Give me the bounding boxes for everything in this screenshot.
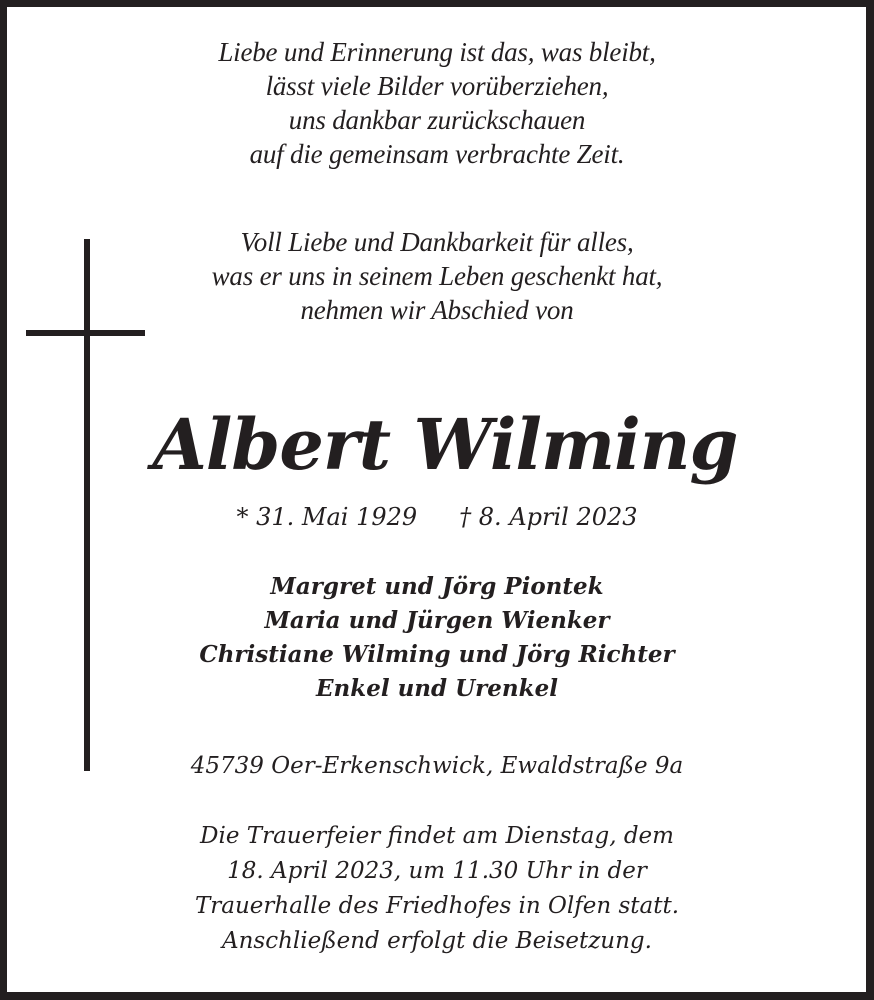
cross-icon-horizontal <box>26 330 145 336</box>
ceremony-line: 18. April 2023, um 11.30 Uhr in der <box>227 858 647 884</box>
verse-line: was er uns in seinem Leben geschenkt hat, <box>211 261 663 291</box>
mourner: Maria und Jürgen Wienker <box>264 607 610 634</box>
birth-date: * 31. Mai 1929 <box>236 503 418 531</box>
deceased-name: Albert Wilming <box>152 403 738 486</box>
ceremony-line: Trauerhalle des Friedhofes in Olfen statt. <box>194 893 680 919</box>
verse-line: nehmen wir Abschied von <box>300 295 574 325</box>
verse-line: auf die gemeinsam verbrachte Zeit. <box>249 139 625 169</box>
verse-line: uns dankbar zurückschauen <box>288 105 586 135</box>
farewell-verse <box>0 225 874 327</box>
verse-line: lässt viele Bilder vorüberziehen, <box>265 71 609 101</box>
verse-line: Liebe und Erinnerung ist das, was bleibt, <box>218 37 656 67</box>
mourner: Margret und Jörg Piontek <box>270 573 604 600</box>
mourner: Enkel und Urenkel <box>316 675 558 702</box>
address: 45739 Oer-Erkenschwick, Ewaldstraße 9a <box>190 753 684 779</box>
life-dates <box>0 502 874 532</box>
verse-line: Voll Liebe und Dankbarkeit für alles, <box>240 227 634 257</box>
ceremony-line: Anschließend erfolgt die Beisetzung. <box>222 928 652 954</box>
ceremony-line: Die Trauerfeier findet am Dienstag, dem <box>200 823 674 849</box>
mourners-list <box>0 570 874 706</box>
mourner: Christiane Wilming und Jörg Richter <box>199 641 675 668</box>
death-date: † 8. April 2023 <box>459 503 638 531</box>
opening-verse <box>0 35 874 171</box>
ceremony-info <box>0 819 874 959</box>
